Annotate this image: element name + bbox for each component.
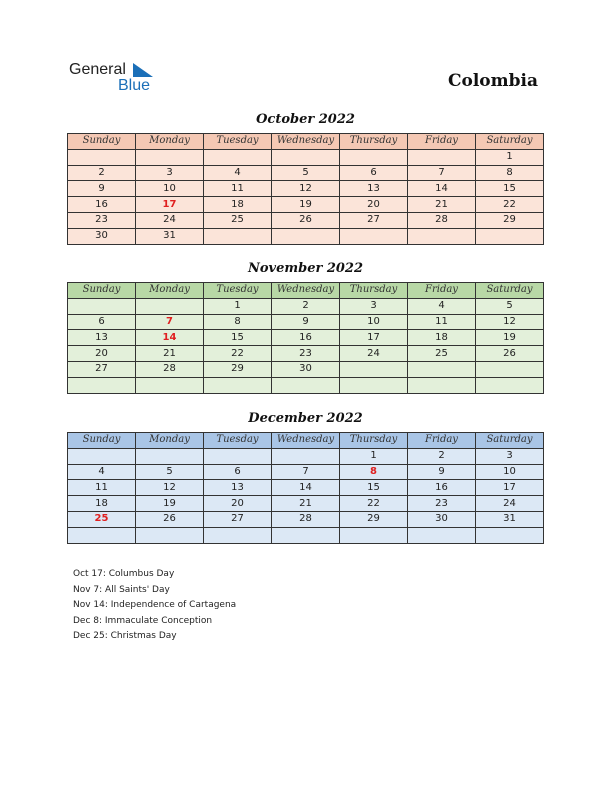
calendar-december: [67, 432, 544, 544]
week-row: [68, 496, 544, 512]
day-cell: [136, 149, 204, 165]
day-cell: 4: [408, 298, 476, 314]
day-cell: 10: [136, 181, 204, 197]
day-cell: [136, 298, 204, 314]
weekday-header: Friday: [408, 433, 476, 449]
holiday-note: Nov 7: All Saints' Day: [73, 584, 170, 595]
day-cell: 20: [68, 346, 136, 362]
day-cell: 12: [476, 314, 544, 330]
week-row: [68, 480, 544, 496]
day-cell: 25: [408, 346, 476, 362]
weekday-header: Thursday: [340, 433, 408, 449]
day-cell: 23: [408, 496, 476, 512]
weekday-header: Saturday: [476, 134, 544, 150]
day-cell: 30: [68, 228, 136, 244]
day-cell: 11: [204, 181, 272, 197]
week-row: [68, 377, 544, 393]
week-row: [68, 448, 544, 464]
day-cell: [204, 377, 272, 393]
generalblue-logo: [69, 61, 179, 97]
day-cell: 1: [204, 298, 272, 314]
day-cell: [272, 448, 340, 464]
week-row: [68, 314, 544, 330]
day-cell: 26: [272, 212, 340, 228]
day-cell: [408, 527, 476, 543]
week-row: [68, 149, 544, 165]
day-cell: 16: [68, 197, 136, 213]
day-cell: 19: [136, 496, 204, 512]
day-cell: 3: [476, 448, 544, 464]
day-cell: 22: [476, 197, 544, 213]
weekday-header: Monday: [136, 433, 204, 449]
day-cell: 8: [476, 165, 544, 181]
day-cell: 15: [476, 181, 544, 197]
weekday-header: Thursday: [340, 134, 408, 150]
day-cell: [68, 527, 136, 543]
day-cell: 25: [204, 212, 272, 228]
day-cell: [204, 149, 272, 165]
calendar-november: [67, 282, 544, 394]
day-cell: 22: [204, 346, 272, 362]
week-row: [68, 527, 544, 543]
day-cell: [68, 298, 136, 314]
weekday-header: Saturday: [476, 433, 544, 449]
day-cell: 29: [476, 212, 544, 228]
weekday-header: Friday: [408, 283, 476, 299]
logo-text-blue: Blue: [118, 77, 151, 94]
country-title: Colombia: [447, 71, 538, 91]
weekday-header: Monday: [136, 283, 204, 299]
day-cell: [340, 377, 408, 393]
day-cell: 4: [204, 165, 272, 181]
day-cell: 2: [68, 165, 136, 181]
day-cell: 1: [476, 149, 544, 165]
day-cell: 18: [408, 330, 476, 346]
day-cell: 11: [408, 314, 476, 330]
day-cell: 19: [476, 330, 544, 346]
week-row: [68, 511, 544, 527]
week-row: [68, 228, 544, 244]
week-row: [68, 361, 544, 377]
day-cell: [340, 361, 408, 377]
day-cell: [204, 228, 272, 244]
day-cell: 2: [408, 448, 476, 464]
day-cell: 21: [136, 346, 204, 362]
day-cell: 31: [136, 228, 204, 244]
day-cell: 1: [340, 448, 408, 464]
day-cell: 9: [408, 464, 476, 480]
day-cell: 13: [68, 330, 136, 346]
day-cell: 3: [340, 298, 408, 314]
day-cell: 27: [204, 511, 272, 527]
day-cell: 14: [136, 330, 204, 346]
day-cell: 8: [204, 314, 272, 330]
week-row: [68, 181, 544, 197]
day-cell: 23: [272, 346, 340, 362]
weekday-header-row: [68, 283, 544, 299]
weekday-header: Wednesday: [272, 134, 340, 150]
day-cell: 21: [272, 496, 340, 512]
day-cell: 5: [136, 464, 204, 480]
day-cell: 16: [272, 330, 340, 346]
day-cell: 18: [68, 496, 136, 512]
week-row: [68, 298, 544, 314]
day-cell: 2: [272, 298, 340, 314]
day-cell: 13: [204, 480, 272, 496]
day-cell: 17: [476, 480, 544, 496]
day-cell: 9: [272, 314, 340, 330]
day-cell: 30: [408, 511, 476, 527]
day-cell: [340, 149, 408, 165]
day-cell: [136, 377, 204, 393]
day-cell: 13: [340, 181, 408, 197]
day-cell: 20: [340, 197, 408, 213]
month-title-december: December 2022: [248, 411, 363, 426]
weekday-header: Monday: [136, 134, 204, 150]
day-cell: 29: [340, 511, 408, 527]
day-cell: 12: [136, 480, 204, 496]
weekday-header: Wednesday: [272, 283, 340, 299]
day-cell: 7: [136, 314, 204, 330]
day-cell: [408, 149, 476, 165]
weekday-header: Tuesday: [204, 433, 272, 449]
day-cell: 24: [136, 212, 204, 228]
day-cell: 8: [340, 464, 408, 480]
day-cell: 28: [136, 361, 204, 377]
logo-text-general: General: [69, 61, 126, 78]
day-cell: 10: [340, 314, 408, 330]
weekday-header: Thursday: [340, 283, 408, 299]
day-cell: 23: [68, 212, 136, 228]
day-cell: 17: [136, 197, 204, 213]
weekday-header-row: [68, 134, 544, 150]
week-row: [68, 165, 544, 181]
day-cell: [136, 448, 204, 464]
day-cell: [272, 149, 340, 165]
day-cell: [204, 527, 272, 543]
day-cell: 15: [340, 480, 408, 496]
day-cell: 27: [68, 361, 136, 377]
day-cell: 5: [476, 298, 544, 314]
weekday-header-row: [68, 433, 544, 449]
day-cell: [68, 149, 136, 165]
day-cell: 18: [204, 197, 272, 213]
week-row: [68, 346, 544, 362]
day-cell: [408, 228, 476, 244]
day-cell: [68, 448, 136, 464]
day-cell: [476, 361, 544, 377]
day-cell: 16: [408, 480, 476, 496]
day-cell: [136, 527, 204, 543]
day-cell: 11: [68, 480, 136, 496]
calendar-october: [67, 133, 544, 245]
day-cell: [408, 377, 476, 393]
day-cell: 19: [272, 197, 340, 213]
weekday-header: Sunday: [68, 134, 136, 150]
day-cell: 21: [408, 197, 476, 213]
day-cell: 7: [272, 464, 340, 480]
day-cell: [204, 448, 272, 464]
day-cell: 6: [340, 165, 408, 181]
week-row: [68, 330, 544, 346]
day-cell: 31: [476, 511, 544, 527]
holiday-note: Dec 8: Immaculate Conception: [73, 615, 213, 626]
day-cell: 7: [408, 165, 476, 181]
weekday-header: Wednesday: [272, 433, 340, 449]
day-cell: [340, 527, 408, 543]
day-cell: 12: [272, 181, 340, 197]
day-cell: 29: [204, 361, 272, 377]
month-title-october: October 2022: [256, 112, 355, 127]
day-cell: 28: [408, 212, 476, 228]
day-cell: 25: [68, 511, 136, 527]
logo-triangle-icon: [133, 63, 153, 77]
day-cell: [68, 377, 136, 393]
day-cell: 9: [68, 181, 136, 197]
day-cell: 22: [340, 496, 408, 512]
day-cell: [476, 228, 544, 244]
weekday-header: Friday: [408, 134, 476, 150]
day-cell: [272, 228, 340, 244]
weekday-header: Sunday: [68, 433, 136, 449]
weekday-header: Sunday: [68, 283, 136, 299]
weekday-header: Tuesday: [204, 283, 272, 299]
day-cell: 24: [340, 346, 408, 362]
day-cell: [272, 377, 340, 393]
day-cell: [272, 527, 340, 543]
weekday-header: Tuesday: [204, 134, 272, 150]
day-cell: 14: [408, 181, 476, 197]
month-title-november: November 2022: [247, 261, 364, 276]
day-cell: 3: [136, 165, 204, 181]
day-cell: 24: [476, 496, 544, 512]
day-cell: 27: [340, 212, 408, 228]
week-row: [68, 464, 544, 480]
day-cell: 20: [204, 496, 272, 512]
day-cell: 4: [68, 464, 136, 480]
day-cell: 10: [476, 464, 544, 480]
holiday-note: Nov 14: Independence of Cartagena: [73, 600, 237, 610]
day-cell: 26: [476, 346, 544, 362]
day-cell: 6: [68, 314, 136, 330]
holiday-note: Oct 17: Columbus Day: [73, 569, 175, 579]
day-cell: 6: [204, 464, 272, 480]
day-cell: 28: [272, 511, 340, 527]
day-cell: [476, 377, 544, 393]
day-cell: 30: [272, 361, 340, 377]
day-cell: [476, 527, 544, 543]
day-cell: 15: [204, 330, 272, 346]
day-cell: [408, 361, 476, 377]
day-cell: 26: [136, 511, 204, 527]
day-cell: 17: [340, 330, 408, 346]
holiday-notes: [73, 567, 236, 645]
week-row: [68, 197, 544, 213]
day-cell: 14: [272, 480, 340, 496]
day-cell: [340, 228, 408, 244]
day-cell: 5: [272, 165, 340, 181]
holiday-note: Dec 25: Christmas Day: [73, 631, 177, 641]
weekday-header: Saturday: [476, 283, 544, 299]
week-row: [68, 212, 544, 228]
